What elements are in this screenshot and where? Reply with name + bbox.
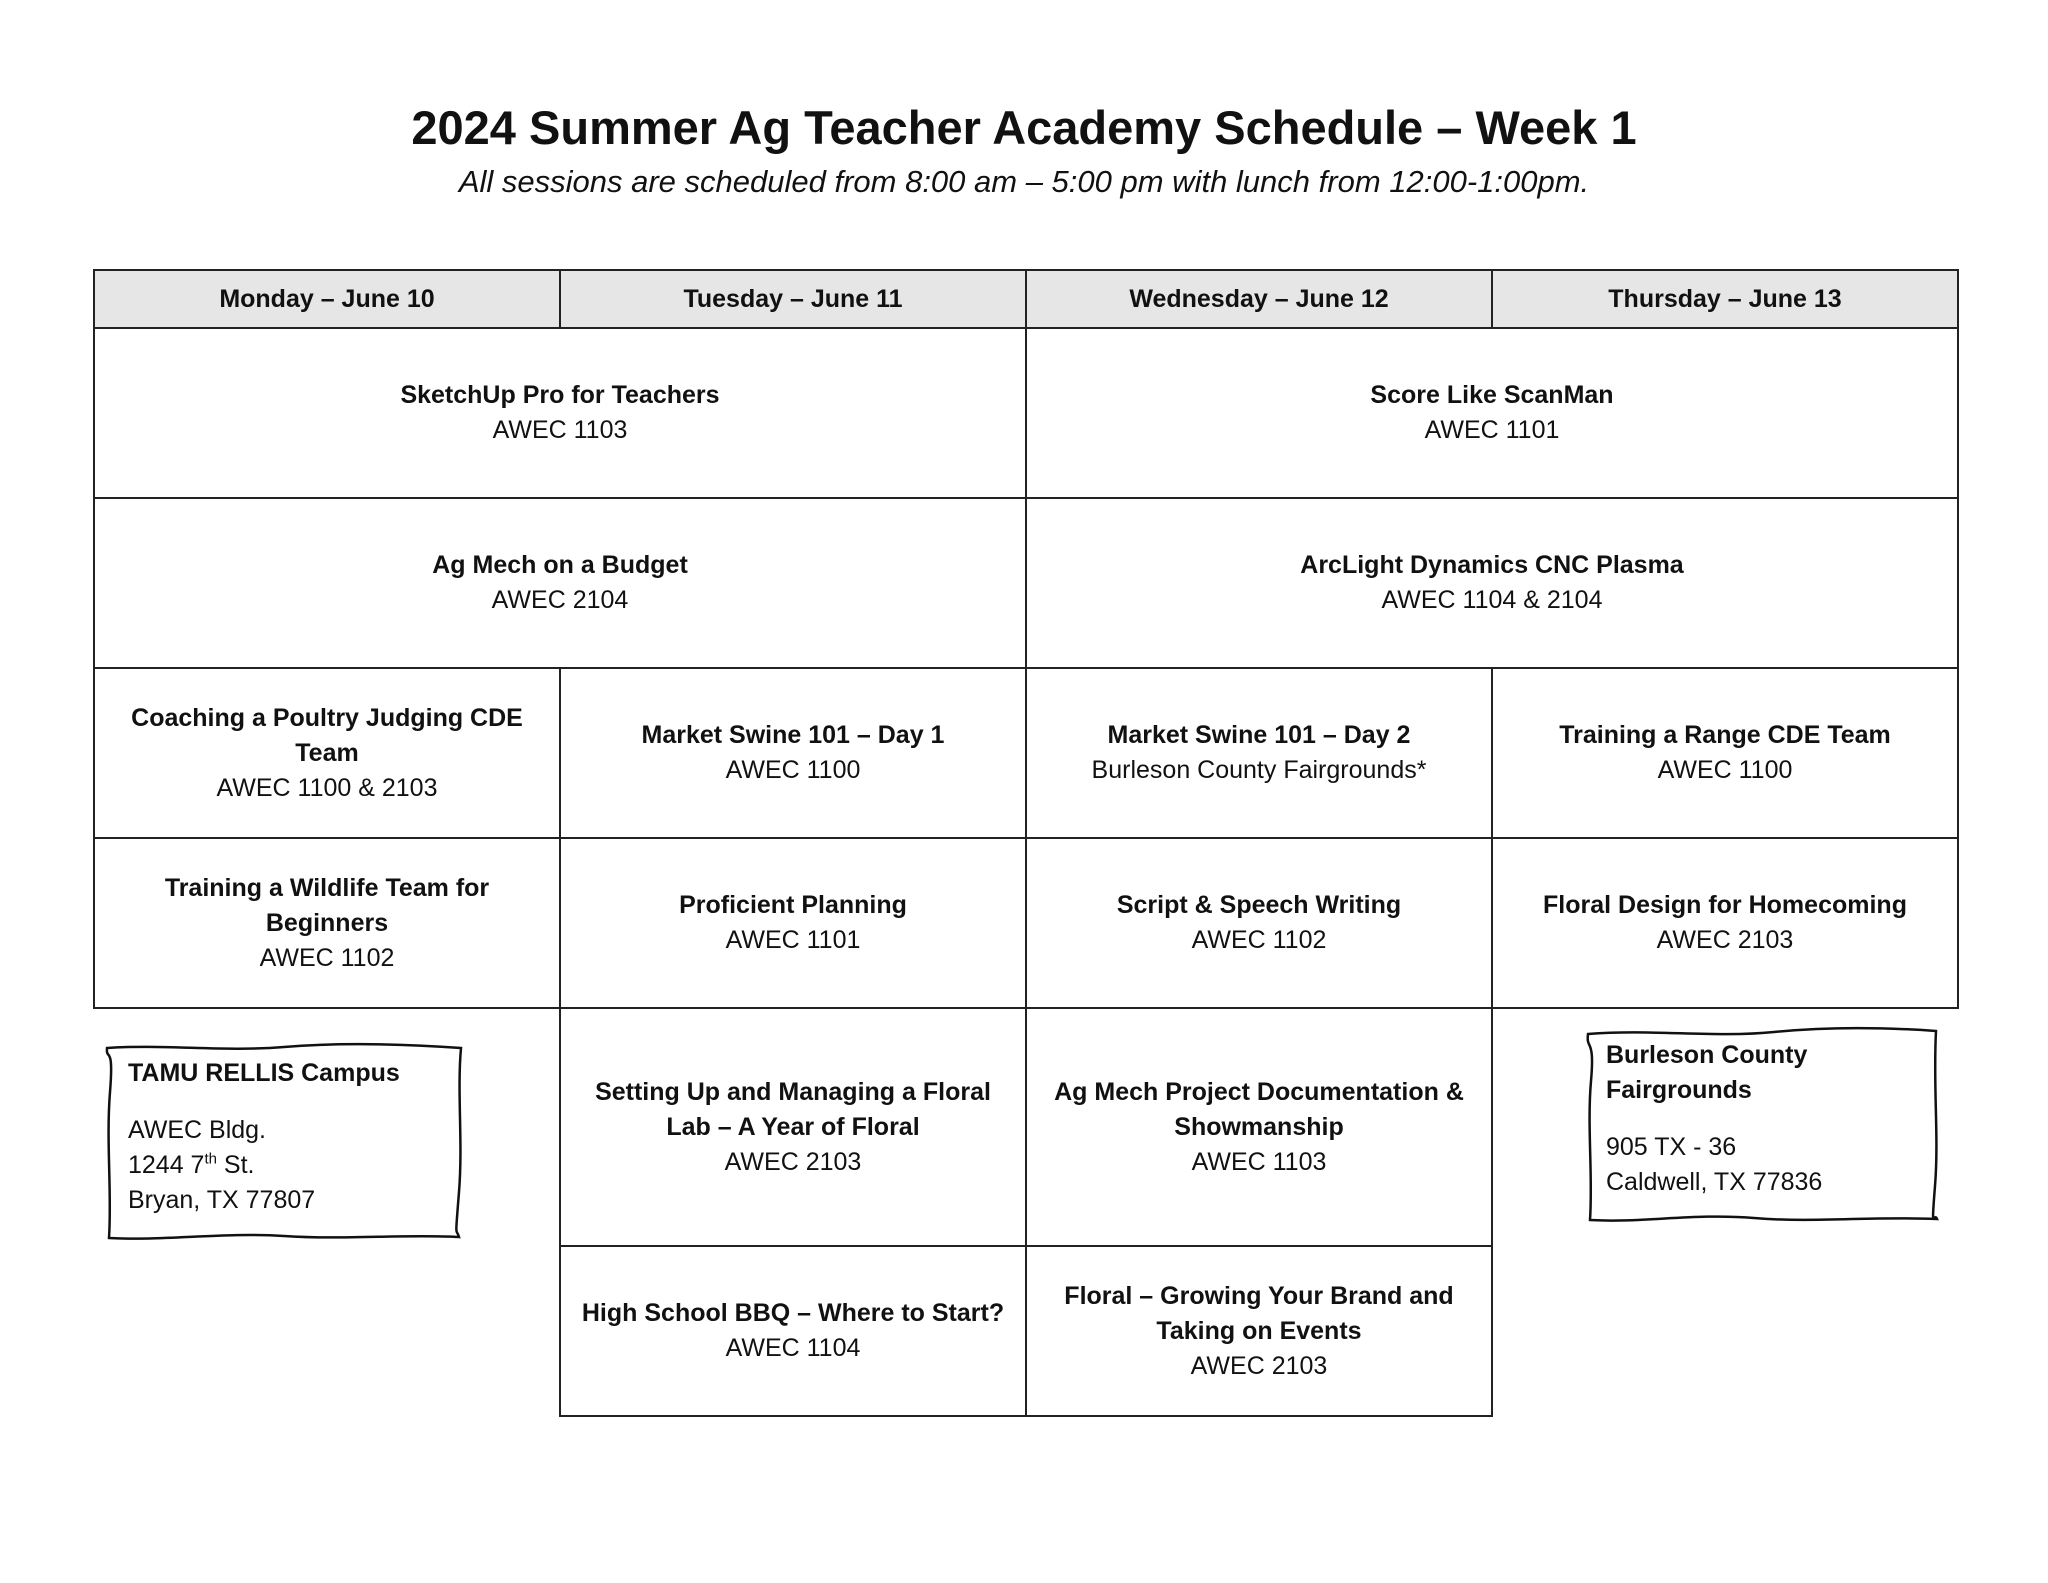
- session-room: AWEC 2104: [491, 586, 629, 614]
- session-swine-day1: [560, 668, 1026, 838]
- session-room: AWEC 2103: [1656, 926, 1794, 954]
- session-title: Ag Mech on a Budget: [432, 551, 688, 579]
- session-scanman: [1026, 328, 1958, 498]
- location-street: 905 TX - 36: [1606, 1133, 1737, 1161]
- session-room: Burleson County Fairgrounds*: [1091, 756, 1427, 784]
- session-row: [94, 668, 1958, 838]
- session-title: SketchUp Pro for Teachers: [400, 381, 720, 409]
- empty-cell: [94, 1246, 560, 1416]
- session-title: Ag Mech Project Documentation & Showmanship: [1054, 1077, 1464, 1141]
- session-room: AWEC 1102: [1191, 926, 1327, 954]
- session-agmech-budget: [94, 498, 1026, 668]
- session-arclight: [1026, 498, 1958, 668]
- location-city: Bryan, TX 77807: [128, 1186, 316, 1214]
- location-note-fairgrounds: [1584, 1026, 1940, 1224]
- session-sketchup: [94, 328, 1026, 498]
- session-floral-lab: [560, 1008, 1026, 1246]
- session-bbq: [560, 1246, 1026, 1416]
- session-room: AWEC 1102: [259, 943, 395, 972]
- session-title: ArcLight Dynamics CNC Plasma: [1300, 551, 1684, 579]
- location-name-line1: Burleson County: [1606, 1041, 1808, 1069]
- session-swine-day2: [1026, 668, 1492, 838]
- page-title: 2024 Summer Ag Teacher Academy Schedule – Week 1: [411, 101, 1637, 154]
- schedule-table: [93, 269, 1959, 1417]
- session-title: Floral – Growing Your Brand and Taking on Events: [1064, 1281, 1454, 1345]
- day-header-tuesday: Tuesday – June 11: [560, 270, 1026, 328]
- session-title: Market Swine 101 – Day 1: [641, 721, 945, 749]
- session-planning: [560, 838, 1026, 1008]
- session-title: Training a Wildlife Team for Beginners: [164, 873, 490, 937]
- session-floral-brand: [1026, 1246, 1492, 1416]
- day-header-row: [94, 270, 1958, 328]
- location-building: AWEC Bldg.: [128, 1116, 267, 1144]
- location-note-rellis: [104, 1042, 464, 1242]
- session-row: [94, 1246, 1958, 1416]
- session-poultry: [94, 668, 560, 838]
- session-floral-homecoming: [1492, 838, 1958, 1008]
- session-title: Proficient Planning: [679, 891, 907, 919]
- page-subtitle: All sessions are scheduled from 8:00 am – 5:00 pm with lunch from 12:00-1:00pm.: [458, 164, 1590, 199]
- empty-cell: [1492, 1246, 1958, 1416]
- session-row: [94, 838, 1958, 1008]
- session-title: Coaching a Poultry Judging CDE Team: [131, 703, 523, 767]
- session-title: High School BBQ – Where to Start?: [581, 1299, 1005, 1327]
- session-room: AWEC 2103: [724, 1147, 862, 1176]
- session-room: AWEC 1103: [1191, 1147, 1327, 1176]
- session-showmanship: [1026, 1008, 1492, 1246]
- session-title: Floral Design for Homecoming: [1543, 891, 1907, 919]
- session-room: AWEC 1100 & 2103: [216, 773, 438, 802]
- session-room: AWEC 1101: [1424, 416, 1560, 444]
- session-wildlife: [94, 838, 560, 1008]
- session-row: [94, 328, 1958, 498]
- session-room: AWEC 1101: [725, 926, 861, 954]
- session-title: Setting Up and Managing a Floral Lab – A Year of Floral: [595, 1077, 991, 1141]
- session-title: Score Like ScanMan: [1370, 381, 1614, 409]
- day-header-wednesday: Wednesday – June 12: [1026, 270, 1492, 328]
- session-room: AWEC 2103: [1190, 1351, 1328, 1380]
- session-room: AWEC 1103: [492, 416, 628, 444]
- day-header-thursday: Thursday – June 13: [1492, 270, 1958, 328]
- session-room: AWEC 1104 & 2104: [1381, 586, 1603, 614]
- location-name-line2: Fairgrounds: [1606, 1076, 1752, 1104]
- session-range: [1492, 668, 1958, 838]
- session-room: AWEC 1100: [725, 756, 861, 784]
- session-room: AWEC 1104: [725, 1334, 861, 1362]
- session-room: AWEC 1100: [1657, 756, 1793, 784]
- location-city: Caldwell, TX 77836: [1606, 1168, 1823, 1196]
- session-title: Market Swine 101 – Day 2: [1107, 721, 1411, 749]
- location-name: TAMU RELLIS Campus: [128, 1059, 400, 1087]
- session-row: [94, 498, 1958, 668]
- day-header-monday: Monday – June 10: [94, 270, 560, 328]
- session-title: Script & Speech Writing: [1116, 891, 1402, 919]
- location-street: 1244 7th St.: [128, 1150, 255, 1179]
- session-title: Training a Range CDE Team: [1559, 721, 1891, 749]
- session-speech: [1026, 838, 1492, 1008]
